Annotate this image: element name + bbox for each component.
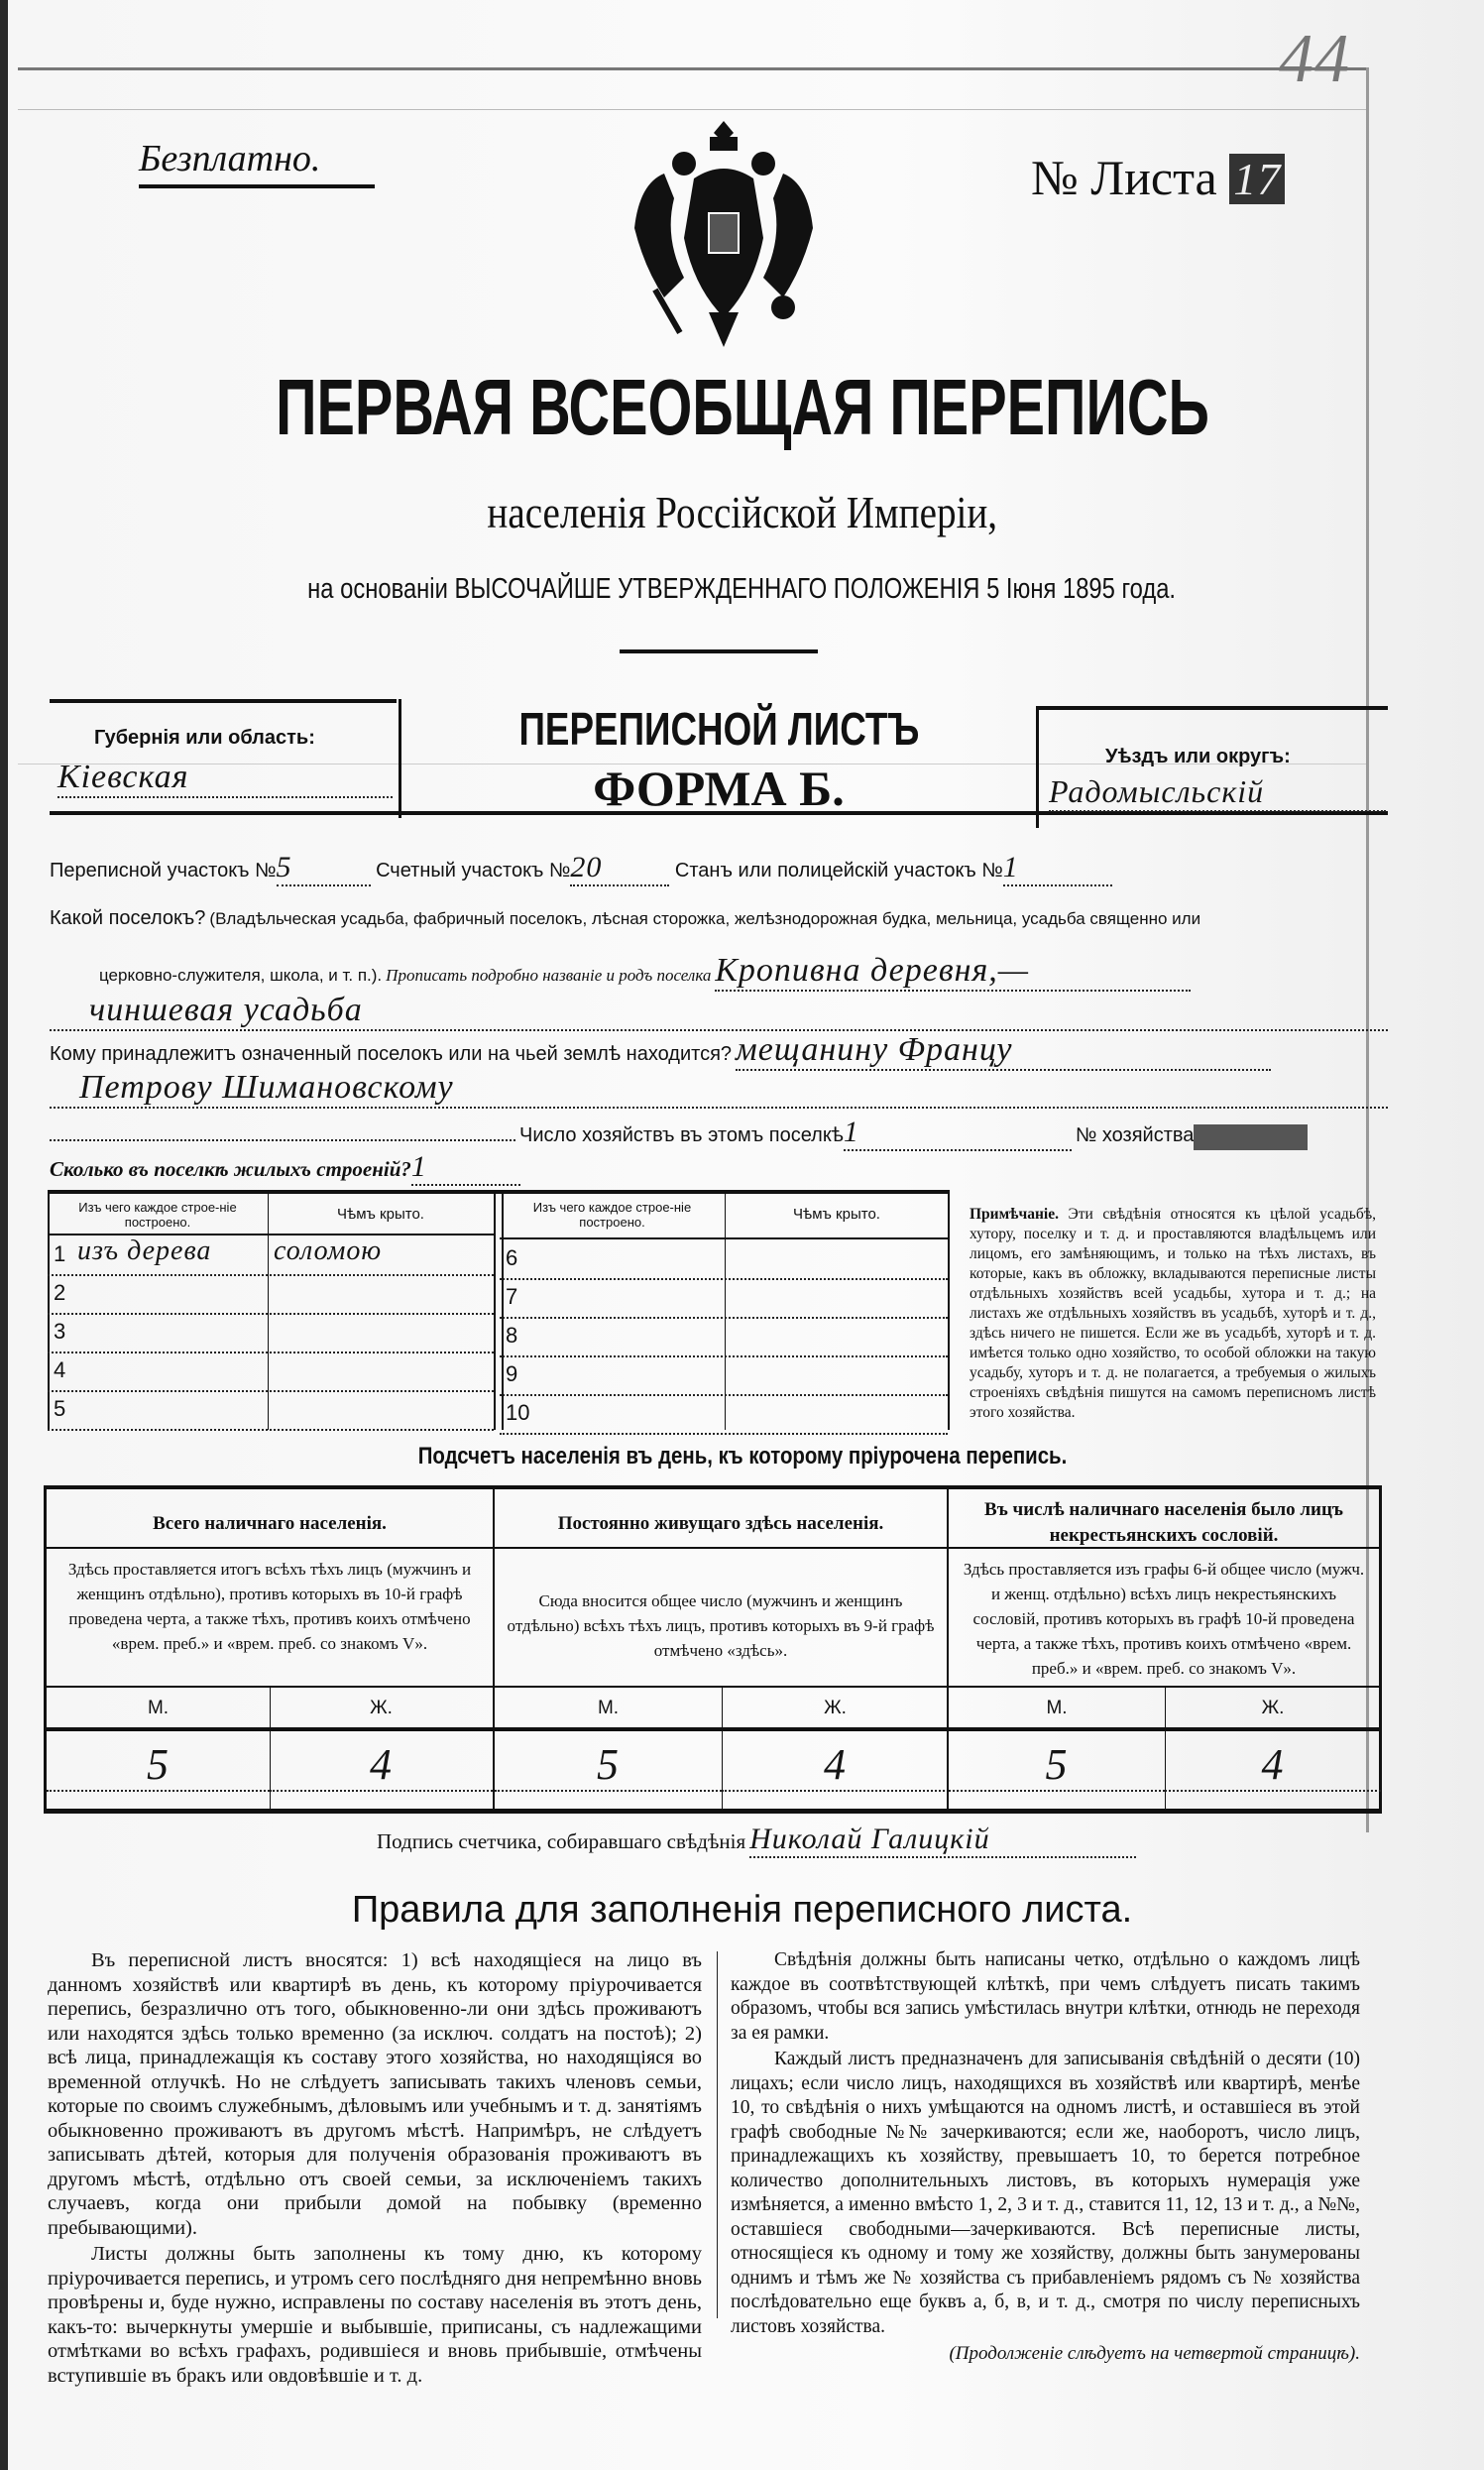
sheet-number: [1031, 149, 1285, 206]
buildings-note: [970, 1205, 1376, 1423]
title-sub-wrap: [0, 486, 1484, 538]
household-no-value-redacted[interactable]: [1194, 1124, 1308, 1150]
title-main: ПЕРВАЯ ВСЕОБЩАЯ ПЕРЕПИСЬ: [275, 363, 1209, 451]
rules-paragraph: Въ переписной листъ вносятся: 1) всѣ находящіеся на лицо въ данномъ хозяйствѣ или квартирѣ въ день, къ которому пріурочивается перепись, безразлично отъ того, обыкновенно-ли они здѣсь проживаютъ или находятся здѣсь только временно (за исключ. солдатъ на постоѣ); 2) всѣ лица, принадлежащія къ составу этого хозяйства, но находящіяся во временной отлучкѣ. Но не слѣдуетъ записывать такихъ членовъ семьи, которые по своимъ служебнымъ, дѣловымъ или учебнымъ и т. д. занятіямъ обыкновенно проживаютъ въ другомъ мѣстѣ. Напримѣръ, не слѣдуетъ записывать дѣтей, которыя для полученія образованія проживаютъ въ другомъ мѣстѣ, отдѣльно отъ своей семьи, за исключеніемъ такихъ случаевъ, когда они прибыли домой на побывку (временно пребывающими).: [48, 1949, 702, 2239]
free-label-wrap: [139, 137, 375, 188]
building-row: [500, 1239, 948, 1280]
building-row: [500, 1355, 948, 1396]
rules-title: Правила для заполненія переписного листа.: [351, 1889, 1133, 1931]
population-column: [47, 1489, 493, 1809]
buildings-value[interactable]: 1: [411, 1150, 520, 1186]
province-value[interactable]: Кіевская: [57, 759, 393, 798]
sheet-number-value: 17: [1229, 154, 1285, 204]
row-number: 2: [54, 1280, 66, 1305]
rules-paragraph: Каждый листъ предназначенъ для записыванія свѣдѣній о десяти (10) лицахъ; если число лицъ, находящихся въ хозяйствѣ или квартирѣ, менѣе 10, то свѣдѣнія о нихъ умѣщаются на одномъ листѣ, и оставшіеся въ этой графѣ свободные №№ зачеркиваются; если же, наоборотъ, число лицъ, принадлежащихъ къ хозяйству, превышаетъ 10, то берется потребное количество дополнительныхъ листовъ, въ которыхъ нумерація уже измѣняется, а именно вмѣсто 1, 2, 3 и т. д., ставится 11, 12, 13 и т. д., а №№, оставшіеся свободными—зачеркиваются. Всѣ переписные листы, относящіеся къ одному и тому же хозяйству, должны быть занумерованы однимъ и тѣмъ же № хозяйства съ прибавленіемъ рядомъ съ № хозяйства послѣдовательно еще буквъ а, б, в, и т. д., смотря по числу переписныхъ листовъ хозяйства.: [731, 2049, 1360, 2337]
female-count[interactable]: 4: [1165, 1739, 1381, 1792]
population-column: [947, 1489, 1379, 1809]
coat-of-arms: [625, 119, 823, 352]
signature-row: [377, 1823, 1136, 1858]
title-main-wrap: [0, 362, 1484, 453]
double-headed-eagle-icon: [625, 119, 823, 352]
population-column-description: Здѣсь проставляется итогъ всѣхъ тѣхъ лицъ (мужчинъ и женщинъ отдѣльно), противъ которыхъ въ 10-й графѣ проведена черта, а также тѣхъ, противъ коихъ отмѣчено «врем. преб.» и «врем. преб. со знакомъ V».: [67, 1560, 472, 1653]
population-column-header: Всего наличнаго населенія.: [153, 1513, 387, 1534]
owner-row: [50, 1031, 1271, 1071]
province-label: Губернія или область:: [94, 727, 315, 749]
row-number: 4: [54, 1357, 66, 1382]
row-number: 8: [506, 1323, 518, 1348]
column-divider: [717, 1951, 718, 2318]
police-area-value[interactable]: 1: [1003, 851, 1112, 886]
row-number: 1: [54, 1241, 66, 1266]
female-label: Ж.: [824, 1698, 847, 1718]
settlement-row: [50, 907, 1200, 930]
district-label: Уѣздъ или округъ:: [1105, 746, 1291, 767]
male-count[interactable]: 5: [47, 1739, 270, 1792]
row-number: 10: [506, 1400, 530, 1425]
population-title: Подсчетъ населенія въ день, къ которому пріурочена перепись.: [417, 1443, 1067, 1470]
col-material-header: Изъ чего каждое строе-ніе построено.: [78, 1200, 237, 1230]
counting-area-value[interactable]: 20: [570, 851, 669, 886]
district-value[interactable]: Радомысльскій: [1049, 773, 1386, 812]
population-column-description: Здѣсь проставляется изъ графы 6-й общее число (мужч. и женщ. отдѣльно) всѣхъ лицъ некрестьянскихъ сословій, противъ которыхъ въ графѣ 10-й проведена черта, а также тѣхъ, противъ коихъ отмѣчено «врем. преб.» и «врем. преб. со знакомъ V».: [963, 1560, 1365, 1678]
rules-left-column: [48, 1948, 702, 2390]
col-material-header-2: Изъ чего каждое строе-ніе построено.: [532, 1200, 692, 1230]
settlement-value-2[interactable]: чиншевая усадьба: [50, 992, 1388, 1031]
population-column-description: Сюда вносится общее число (мужчинъ и женщинъ отдѣльно) всѣхъ тѣхъ лицъ, противъ которыхъ въ 9-й графѣ отмѣчено «здѣсь».: [507, 1591, 935, 1660]
bleed-through-rule: [18, 109, 1366, 110]
buildings-table: [48, 1190, 950, 1430]
bleed-through-frame: [18, 67, 1366, 70]
settlement-row-2: [99, 952, 1388, 992]
title-divider: [620, 649, 818, 653]
population-column-header: Въ числѣ наличнаго населенія было лицъ некрестьянскихъ сословій.: [984, 1499, 1343, 1546]
title-basis: на основаніи ВЫСОЧАЙШЕ УТВЕРЖДЕННАГО ПОЛОЖЕНІЯ 5 Іюня 1895 года.: [307, 573, 1177, 605]
building-roof[interactable]: соломою: [274, 1235, 383, 1266]
building-row: [500, 1317, 948, 1357]
continued-note: (Продолженіе слѣдуетъ на четвертой страницѣ).: [949, 2343, 1360, 2364]
row-number: 7: [506, 1284, 518, 1309]
archive-page-number: 44: [1279, 21, 1350, 97]
rules-paragraph: Листы должны быть заполнены къ тому дню, къ которому пріурочивается перепись, и утромъ сего послѣдняго дня непремѣнно вновь провѣрены и, буде нужно, исправлены по составу населенія въ этотъ день, какъ-то: вычеркнуты умершіе и выбывшіе, приписаны, съ надлежащими отмѣтками во всѣхъ графахъ, родившіеся и вновь прибывшіе, отмѣчены вступившіе въ бракъ или овдовѣвшіе и т. д.: [48, 2243, 702, 2387]
owner-value-1[interactable]: мещанину Францу: [736, 1031, 1271, 1071]
census-area-label: Переписной участокъ №: [50, 860, 277, 882]
rules-paragraph: Свѣдѣнія должны быть написаны четко, отдѣльно о каждомъ лицѣ каждое въ соотвѣтствующей клѣткѣ, при чемъ слѣдуетъ писать такимъ образомъ, чтобы вся запись умѣстилась внутри клѣтки, отнюдь не переходя за ея рамки.: [731, 1949, 1360, 2044]
population-column-header: Постоянно живущаго здѣсь населенія.: [557, 1513, 884, 1534]
col-roof-header-2: Чѣмъ крыто.: [793, 1206, 880, 1223]
settlement-label: Какой поселокъ?: [50, 907, 206, 929]
row-number: 9: [506, 1361, 518, 1386]
female-label: Ж.: [1261, 1698, 1285, 1718]
buildings-label: Сколько въ поселкѣ жилыхъ строеній?: [50, 1157, 411, 1181]
settlement-hint-2: церковно-служителя, школа, и т. п.).: [99, 966, 383, 985]
row-number: 3: [54, 1319, 66, 1344]
signature-value[interactable]: Николай Галицкій: [749, 1823, 1136, 1858]
population-title-wrap: [0, 1443, 1484, 1470]
owner-label: Кому принадлежитъ означенный поселокъ или на чьей землѣ находится?: [50, 1043, 733, 1065]
sheet-number-label: № Листа: [1031, 150, 1217, 205]
building-row: [48, 1235, 494, 1276]
census-area-value[interactable]: 5: [277, 851, 371, 886]
row-number: 6: [506, 1245, 518, 1270]
male-count[interactable]: 5: [495, 1739, 722, 1792]
building-row: [48, 1313, 494, 1353]
title-sub: населенія Россійской Имперіи,: [487, 487, 997, 537]
note-title: Примѣчаніе.: [970, 1206, 1059, 1223]
counting-area-label: Счетный участокъ №: [376, 860, 571, 882]
area-fields: [50, 851, 1112, 886]
col-roof-header: Чѣмъ крыто.: [337, 1206, 424, 1223]
rules-right-column: [731, 1948, 1360, 2365]
form-type: ФОРМА Б.: [593, 761, 845, 816]
building-row: [48, 1274, 494, 1315]
signature-label: Подпись счетчика, собиравшаго свѣдѣнія: [377, 1829, 746, 1853]
building-row: [500, 1278, 948, 1319]
free-label: Безплатно.: [139, 138, 321, 179]
female-label: Ж.: [370, 1698, 393, 1718]
rules-title-wrap: [0, 1889, 1484, 1932]
owner-value-2[interactable]: Петрову Шимановскому: [50, 1069, 1388, 1109]
form-title: ПЕРЕПИСНОЙ ЛИСТЪ: [518, 703, 919, 755]
household-no-label: № хозяйства: [1075, 1124, 1195, 1146]
title-basis-wrap: [0, 573, 1484, 606]
building-material[interactable]: изъ дерева: [77, 1235, 212, 1266]
female-count[interactable]: 4: [270, 1739, 493, 1792]
settlement-hint-italic: Прописать подробно названіе и родъ поселка: [386, 966, 712, 985]
male-label: М.: [597, 1698, 620, 1718]
population-table: [44, 1485, 1382, 1814]
note-text: Эти свѣдѣнія относятся къ цѣлой усадьбѣ, хутору, поселку и т. д. и проставляются владѣльцемъ или лицомъ, его замѣняющимъ, и только на тѣхъ листахъ, въ которые, какъ въ обложку, вкладываются переписные листы отдѣльныхъ хозяйствъ всей усадьбы, хутора и т. д.; на листахъ же отдѣльныхъ хозяйствъ въ усадьбѣ, хуторѣ и т. д., здѣсь ничего не пишется. Если же въ усадьбѣ, хуторѣ и т. д. имѣется только одно хозяйство, то особой обложки на такую усадьбу, хуторъ и т. д. не полагается, а требуемыя о жилыхъ строеніяхъ свѣдѣнія пишутся на самомъ переписномъ листѣ этого хозяйства.: [970, 1206, 1377, 1421]
female-count[interactable]: 4: [722, 1739, 949, 1792]
buildings-row: [50, 1150, 520, 1186]
form-title-block: [401, 699, 1036, 819]
households-value[interactable]: 1: [844, 1116, 1072, 1151]
households-label: Число хозяйствъ въ этомъ поселкѣ: [519, 1124, 844, 1146]
building-row: [500, 1394, 948, 1435]
male-label: М.: [147, 1698, 170, 1718]
settlement-value-1[interactable]: Кропивна деревня,—: [715, 952, 1191, 992]
male-label: М.: [1046, 1698, 1068, 1718]
row-number: 5: [54, 1396, 66, 1421]
population-column: [493, 1489, 947, 1809]
free-underline: [139, 184, 375, 188]
households-row: [50, 1116, 1308, 1151]
male-count[interactable]: 5: [949, 1739, 1165, 1792]
police-area-label: Станъ или полицейскій участокъ №: [674, 860, 1003, 882]
settlement-hint: (Владѣльческая усадьба, фабричный поселокъ, лѣсная сторожка, желѣзнодорожная будка, мельница, усадьба священно или: [209, 909, 1201, 928]
building-row: [48, 1390, 494, 1431]
building-row: [48, 1352, 494, 1392]
